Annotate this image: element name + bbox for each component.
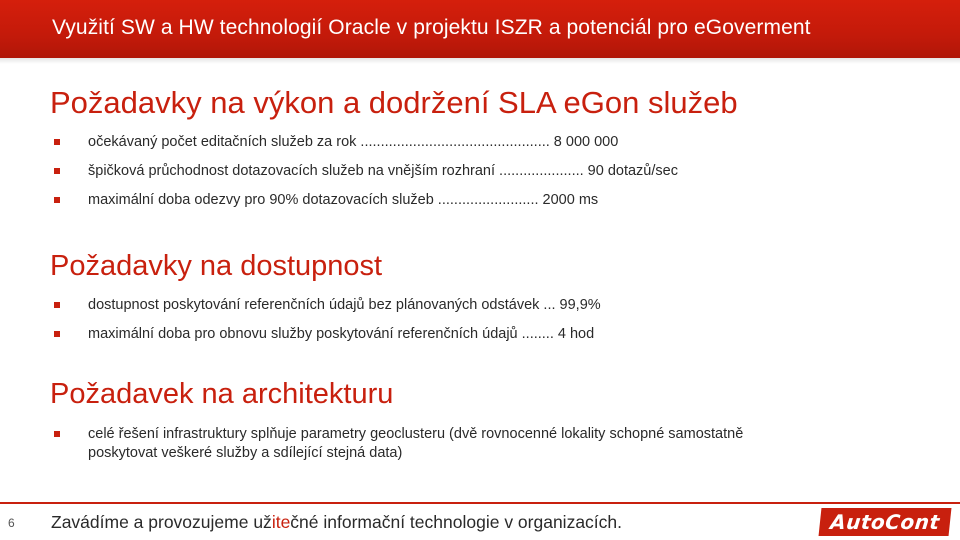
autocont-logo: AutoCont [819,508,952,536]
list-item-text: špičková průchodnost dotazovacích služeb na vnějším rozhraní ..................... 90 dotazů/sec [88,163,678,179]
square-bullet-icon [54,168,60,174]
slogan-part: Zavádíme a provozujeme už [51,512,272,532]
square-bullet-icon [54,139,60,145]
list-item-text: dostupnost poskytování referenčních údajů bez plánovaných odstávek ... 99,9% [88,297,601,313]
list-item [50,133,678,152]
list-item [50,191,678,210]
square-bullet-icon [54,197,60,203]
list-item-text: maximální doba pro obnovu služby poskytování referenčních údajů ........ 4 hod [88,326,595,342]
square-bullet-icon [54,331,60,337]
presentation-title: Využití SW a HW technologií Oracle v projektu ISZR a potenciál pro eGoverment [52,16,811,39]
list-item-text: očekávaný počet editačních služeb za rok ............................................... 8 000 000 [88,134,619,150]
list-item [50,325,601,344]
header-shadow [0,58,960,64]
square-bullet-icon [54,431,60,437]
slogan-highlight: ite [271,512,291,532]
footer-slogan [51,512,622,533]
list-item [50,296,601,315]
list-item [50,425,808,463]
list-item [50,162,678,181]
bullet-list-availability [50,296,601,344]
bullet-list-performance [50,133,678,210]
section-heading-architecture: Požadavek na architekturu [50,378,394,410]
bullet-list-architecture [50,425,808,463]
header-bar [0,0,960,58]
slogan-part: čné informační technologie v organizacích. [290,512,623,532]
list-item-text: maximální doba odezvy pro 90% dotazovacích služeb ......................... 2000 ms [88,192,599,208]
list-item-text: celé řešení infrastruktury splňuje parametry geoclusteru (dvě rovnocenné lokality schopné samostatně poskytovat veškeré služby a sdílející stejná data) [88,426,744,461]
footer-divider [0,502,960,504]
square-bullet-icon [54,302,60,308]
section-heading-availability: Požadavky na dostupnost [50,250,383,282]
page-number: 6 [8,516,15,530]
section-heading-performance: Požadavky na výkon a dodržení SLA eGon služeb [50,85,738,120]
